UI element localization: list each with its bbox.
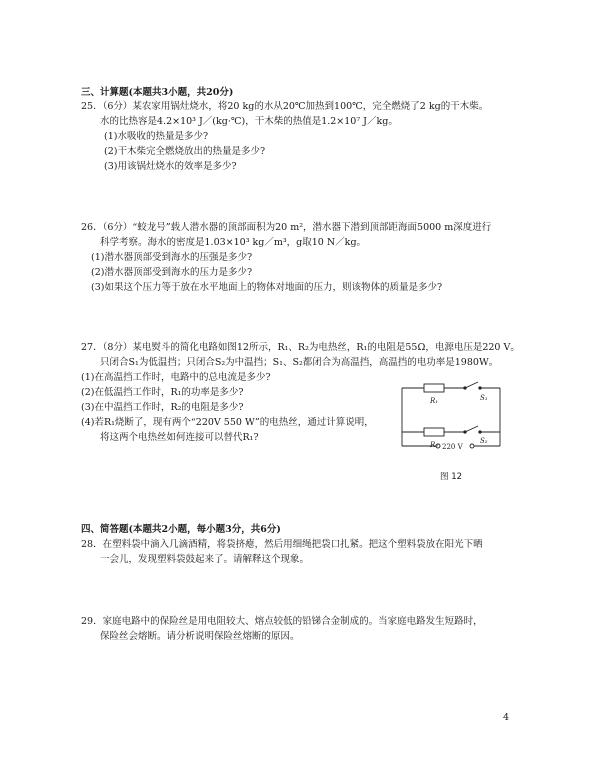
q25-sub2: (2)干木柴完全燃烧放出的热量是多少? [104, 146, 266, 157]
q28-line1: 28．在塑料袋中滴入几滴酒精，将袋挤瘪，然后用细绳把袋口扎紧。把这个塑料袋放在阳光下晒 [81, 539, 483, 550]
q27-line2: 只闭合S₁为低温挡；只闭合S₂为中温挡；S₁、S₂都闭合为高温挡，高温挡的电功率是1980W。 [100, 357, 499, 368]
q27-sub3: (3)在中温挡工作时，R₂的电阻是多少? [81, 402, 244, 413]
q28-line2: 一会儿，发现塑料袋鼓起来了。请解释这个现象。 [100, 554, 310, 565]
q25-line1: 25．（6分）某农家用锅灶烧水，将20 kg的水从20℃加热到100℃，完全燃烧了2 kg的干木柴。 [81, 101, 489, 112]
q26-line1: 26．（6分）“蛟龙号”载人潜水器的顶部面积为20 m²，潜水器下潜到顶部距海面5000 m深度进行 [81, 222, 492, 233]
q27-sub2: (2)在低温挡工作时，R₁的功率是多少? [81, 387, 244, 398]
q26-sub3: (3)如果这个压力等于放在水平地面上的物体对地面的压力，则该物体的质量是多少? [91, 282, 443, 293]
q25-line2: 水的比热容是4.2×10³ J／(kg·℃)，干木柴的热值是1.2×10⁷ J／kg。 [100, 116, 398, 127]
q27-sub4-line1: (4)若R₁烧断了，现有两个“220V 550 W”的电热丝，通过计算说明， [81, 417, 374, 428]
q26-sub2: (2)潜水器顶部受到海水的压力是多少? [91, 267, 253, 278]
switch-s1 [465, 382, 478, 388]
label-s1: S₁ [480, 394, 488, 402]
label-voltage: 220 V [442, 443, 463, 451]
q27-sub4-line2: 将这两个电热丝如何连接可以替代R₁? [100, 432, 259, 443]
resistor-r1 [424, 384, 444, 392]
q25-sub3: (3)用该锅灶烧水的效率是多少? [104, 161, 237, 172]
q29-line2: 保险丝会熔断。请分析说明保险丝熔断的原因。 [100, 631, 300, 642]
page-number: 4 [503, 712, 510, 723]
q25-sub1: (1)水吸收的热量是多少? [104, 131, 209, 142]
circuit-diagram [396, 376, 506, 468]
q27-sub1: (1)在高温挡工作时，电路中的总电流是多少? [81, 372, 271, 383]
q26-line2: 科学考察。海水的密度是1.03×10³ kg／m³，g取10 N／kg。 [100, 237, 367, 248]
section4-heading: 四、简答题(本题共2小题，每小题3分，共6分) [81, 524, 281, 535]
label-s2: S₂ [480, 437, 488, 445]
q26-sub1: (1)潜水器顶部受到海水的压强是多少? [91, 252, 253, 263]
resistor-r2 [424, 428, 444, 436]
power-terminal-right [470, 444, 474, 448]
q29-line1: 29．家庭电路中的保险丝是用电阻较大、熔点较低的铅锑合金制成的。当家庭电路发生短路时， [81, 616, 483, 627]
section3-heading: 三、计算题(本题共3小题，共20分) [81, 87, 234, 98]
figure-caption: 图 12 [440, 472, 463, 482]
label-r1: R₁ [430, 397, 439, 405]
switch-s2 [465, 426, 478, 432]
label-r2: R₂ [430, 441, 439, 449]
q27-line1: 27．（8分）某电熨斗的简化电路如图12所示，R₁、R₂为电热丝，R₁的电阻是55Ω，电源电压是220 V。 [81, 342, 520, 353]
